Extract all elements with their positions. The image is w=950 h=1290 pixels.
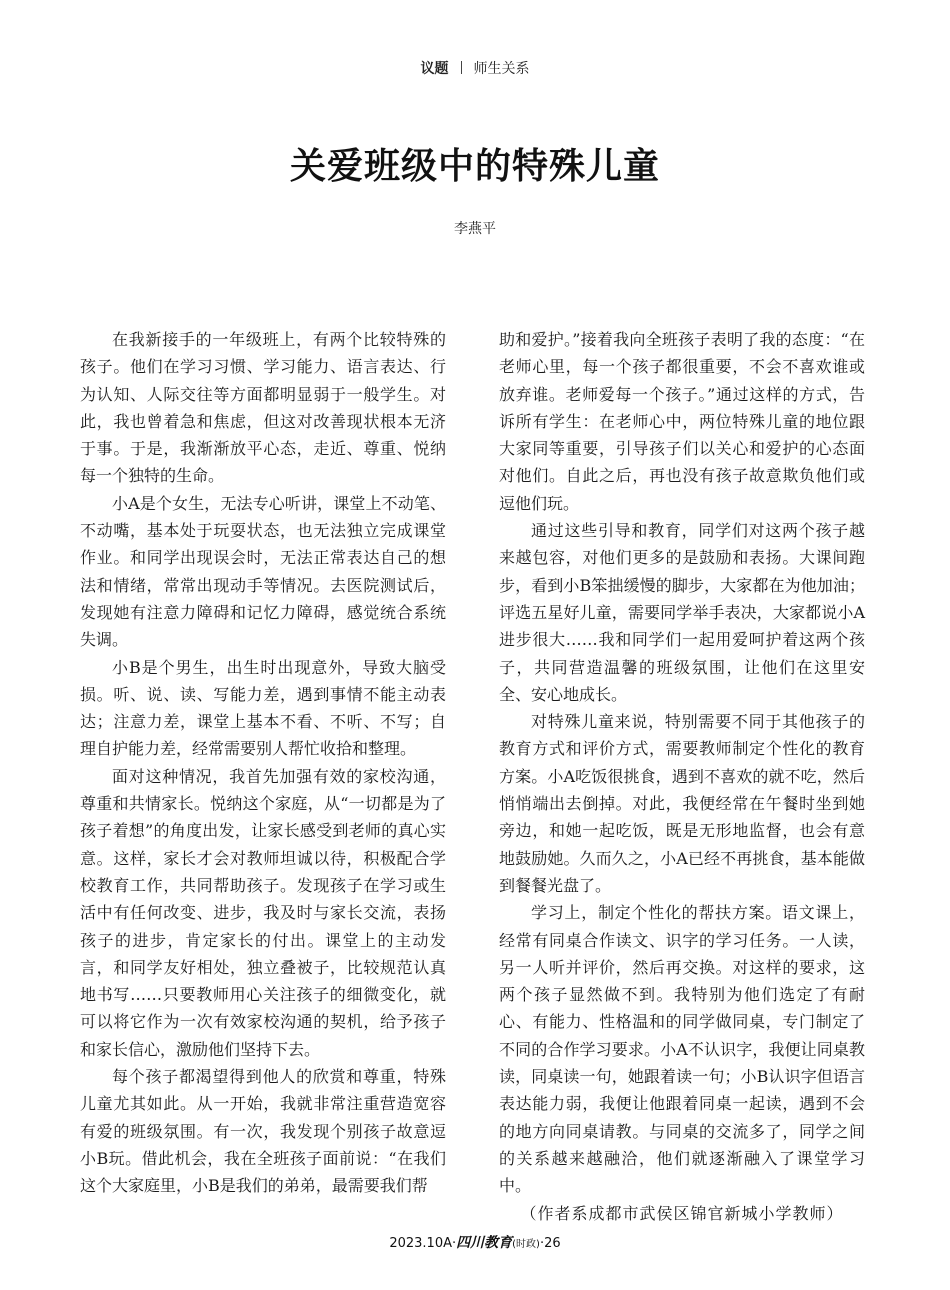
issue-number: 2023.10A [389, 1236, 452, 1251]
section-label: 议题 [420, 61, 449, 77]
paragraph: 通过这些引导和教育，同学们对这两个孩子越来越包容，对他们更多的是鼓励和表扬。大课间跑步，看到小B笨拙缓慢的脚步，大家都在为他加油；评选五星好儿童，需要同学举手表决，大家都说小A进步很大……我和同学们一起用爱呵护着这两个孩子，共同营造温馨的班级氛围，让他们在这里安全、安心地成长。 [499, 521, 865, 704]
page-number: 26 [544, 1236, 561, 1251]
article-author: 李燕平 [454, 221, 496, 237]
right-column [499, 326, 865, 1227]
paragraph: 小B是个男生，出生时出现意外，导致大脑受损。听、说、读、写能力差，遇到事情不能主动表达；注意力差，课堂上基本不看、不听、不写；自理自护能力差，经常需要别人帮忙收拾和整理。 [80, 657, 446, 759]
paragraph: 每个孩子都渴望得到他人的欣赏和尊重，特殊儿童尤其如此。从一开始，我就非常注重营造宽容有爱的班级氛围。有一次，我发现个别孩子故意逗小B玩。借此机会，我在全班孩子面前说：“在我们这个大家庭里，小B是我们的弟弟，最需要我们帮 [80, 1067, 446, 1196]
paragraph: 学习上，制定个性化的帮扶方案。语文课上，经常有同桌合作读文、识字的学习任务。一人读，另一人听并评价，然后再交换。对这样的要求，这两个孩子显然做不到。我特别为他们选定了有耐心、有能力、性格温和的同学做同桌，专门制定了不同的合作学习要求。小A不认识字，我便让同桌教读，同桌读一句，她跟着读一句；小B认识字但语言表达能力弱，我便让他跟着同桌一起读，遇到不会的地方向同桌请教。与同桌的交流多了，同学之间的关系越来越融洽，他们就逐渐融入了课堂学习中。 [499, 903, 865, 1196]
author-note: （作者系成都市武侯区锦官新城小学教师） [520, 1203, 844, 1223]
paragraph: 在我新接手的一年级班上，有两个比较特殊的孩子。他们在学习习惯、学习能力、语言表达、行为认知、人际交往等方面都明显弱于一般学生。对此，我也曾着急和焦虑，但这对改善现状根本无济于事。于是，我渐渐放平心态，走近、尊重、悦纳每一个独特的生命。 [80, 330, 446, 486]
paragraph: 小A是个女生，无法专心听讲，课堂上不动笔、不动嘴，基本处于玩耍状态，也无法独立完成课堂作业。和同学出现误会时，无法正常表达自己的想法和情绪，常常出现动手等情况。去医院测试后，发现她有注意力障碍和记忆力障碍，感觉统合系统失调。 [80, 493, 446, 650]
paragraph: 对特殊儿童来说，特别需要不同于其他孩子的教育方式和评价方式，需要教师制定个性化的教育方案。小A吃饭很挑食，遇到不喜欢的就不吃，然后悄悄端出去倒掉。对此，我便经常在午餐时坐到她旁边，和她一起吃饭，既是无形地监督，也会有意地鼓励她。久而久之，小A已经不再挑食，基本能做到餐餐光盘了。 [499, 712, 865, 895]
left-column [80, 326, 446, 1200]
footer-dot: · [452, 1236, 457, 1251]
topic-label: 师生关系 [473, 61, 530, 77]
header-divider [461, 61, 462, 74]
footer-dot: · [539, 1236, 545, 1251]
journal-name: 四川教育 [456, 1235, 513, 1251]
section-header [0, 58, 950, 78]
paragraph: 面对这种情况，我首先加强有效的家校沟通，尊重和共情家长。悦纳这个家庭，从“一切都是为了孩子着想”的角度出发，让家长感受到老师的真心实意。这样，家长才会对教师坦诚以待，积极配合学校教育工作，共同帮助孩子。发现孩子在学习或生活中有任何改变、进步，我及时与家长交流，表扬孩子的进步，肯定家长的付出。课堂上的主动发言，和同学友好相处，独立叠被子，比较规范认真地书写……只要教师用心关注孩子的细微变化，就可以将它作为一次有效家校沟通的契机，给予孩子和家长信心，激励他们坚持下去。 [80, 766, 446, 1059]
article-title: 关爱班级中的特殊儿童 [289, 146, 660, 187]
page-footer [0, 1232, 950, 1252]
journal-edition: (时政) [512, 1239, 540, 1250]
paragraph-continuation: 助和爱护。”接着我向全班孩子表明了我的态度：“在老师心里，每一个孩子都很重要，不会不喜欢谁或放弃谁。老师爱每一个孩子。”通过这样的方式，告诉所有学生：在老师心中，两位特殊儿童的地位跟大家同等重要，引导孩子们以关心和爱护的心态面对他们。自此之后，再也没有孩子故意欺负他们或逗他们玩。 [499, 330, 865, 513]
